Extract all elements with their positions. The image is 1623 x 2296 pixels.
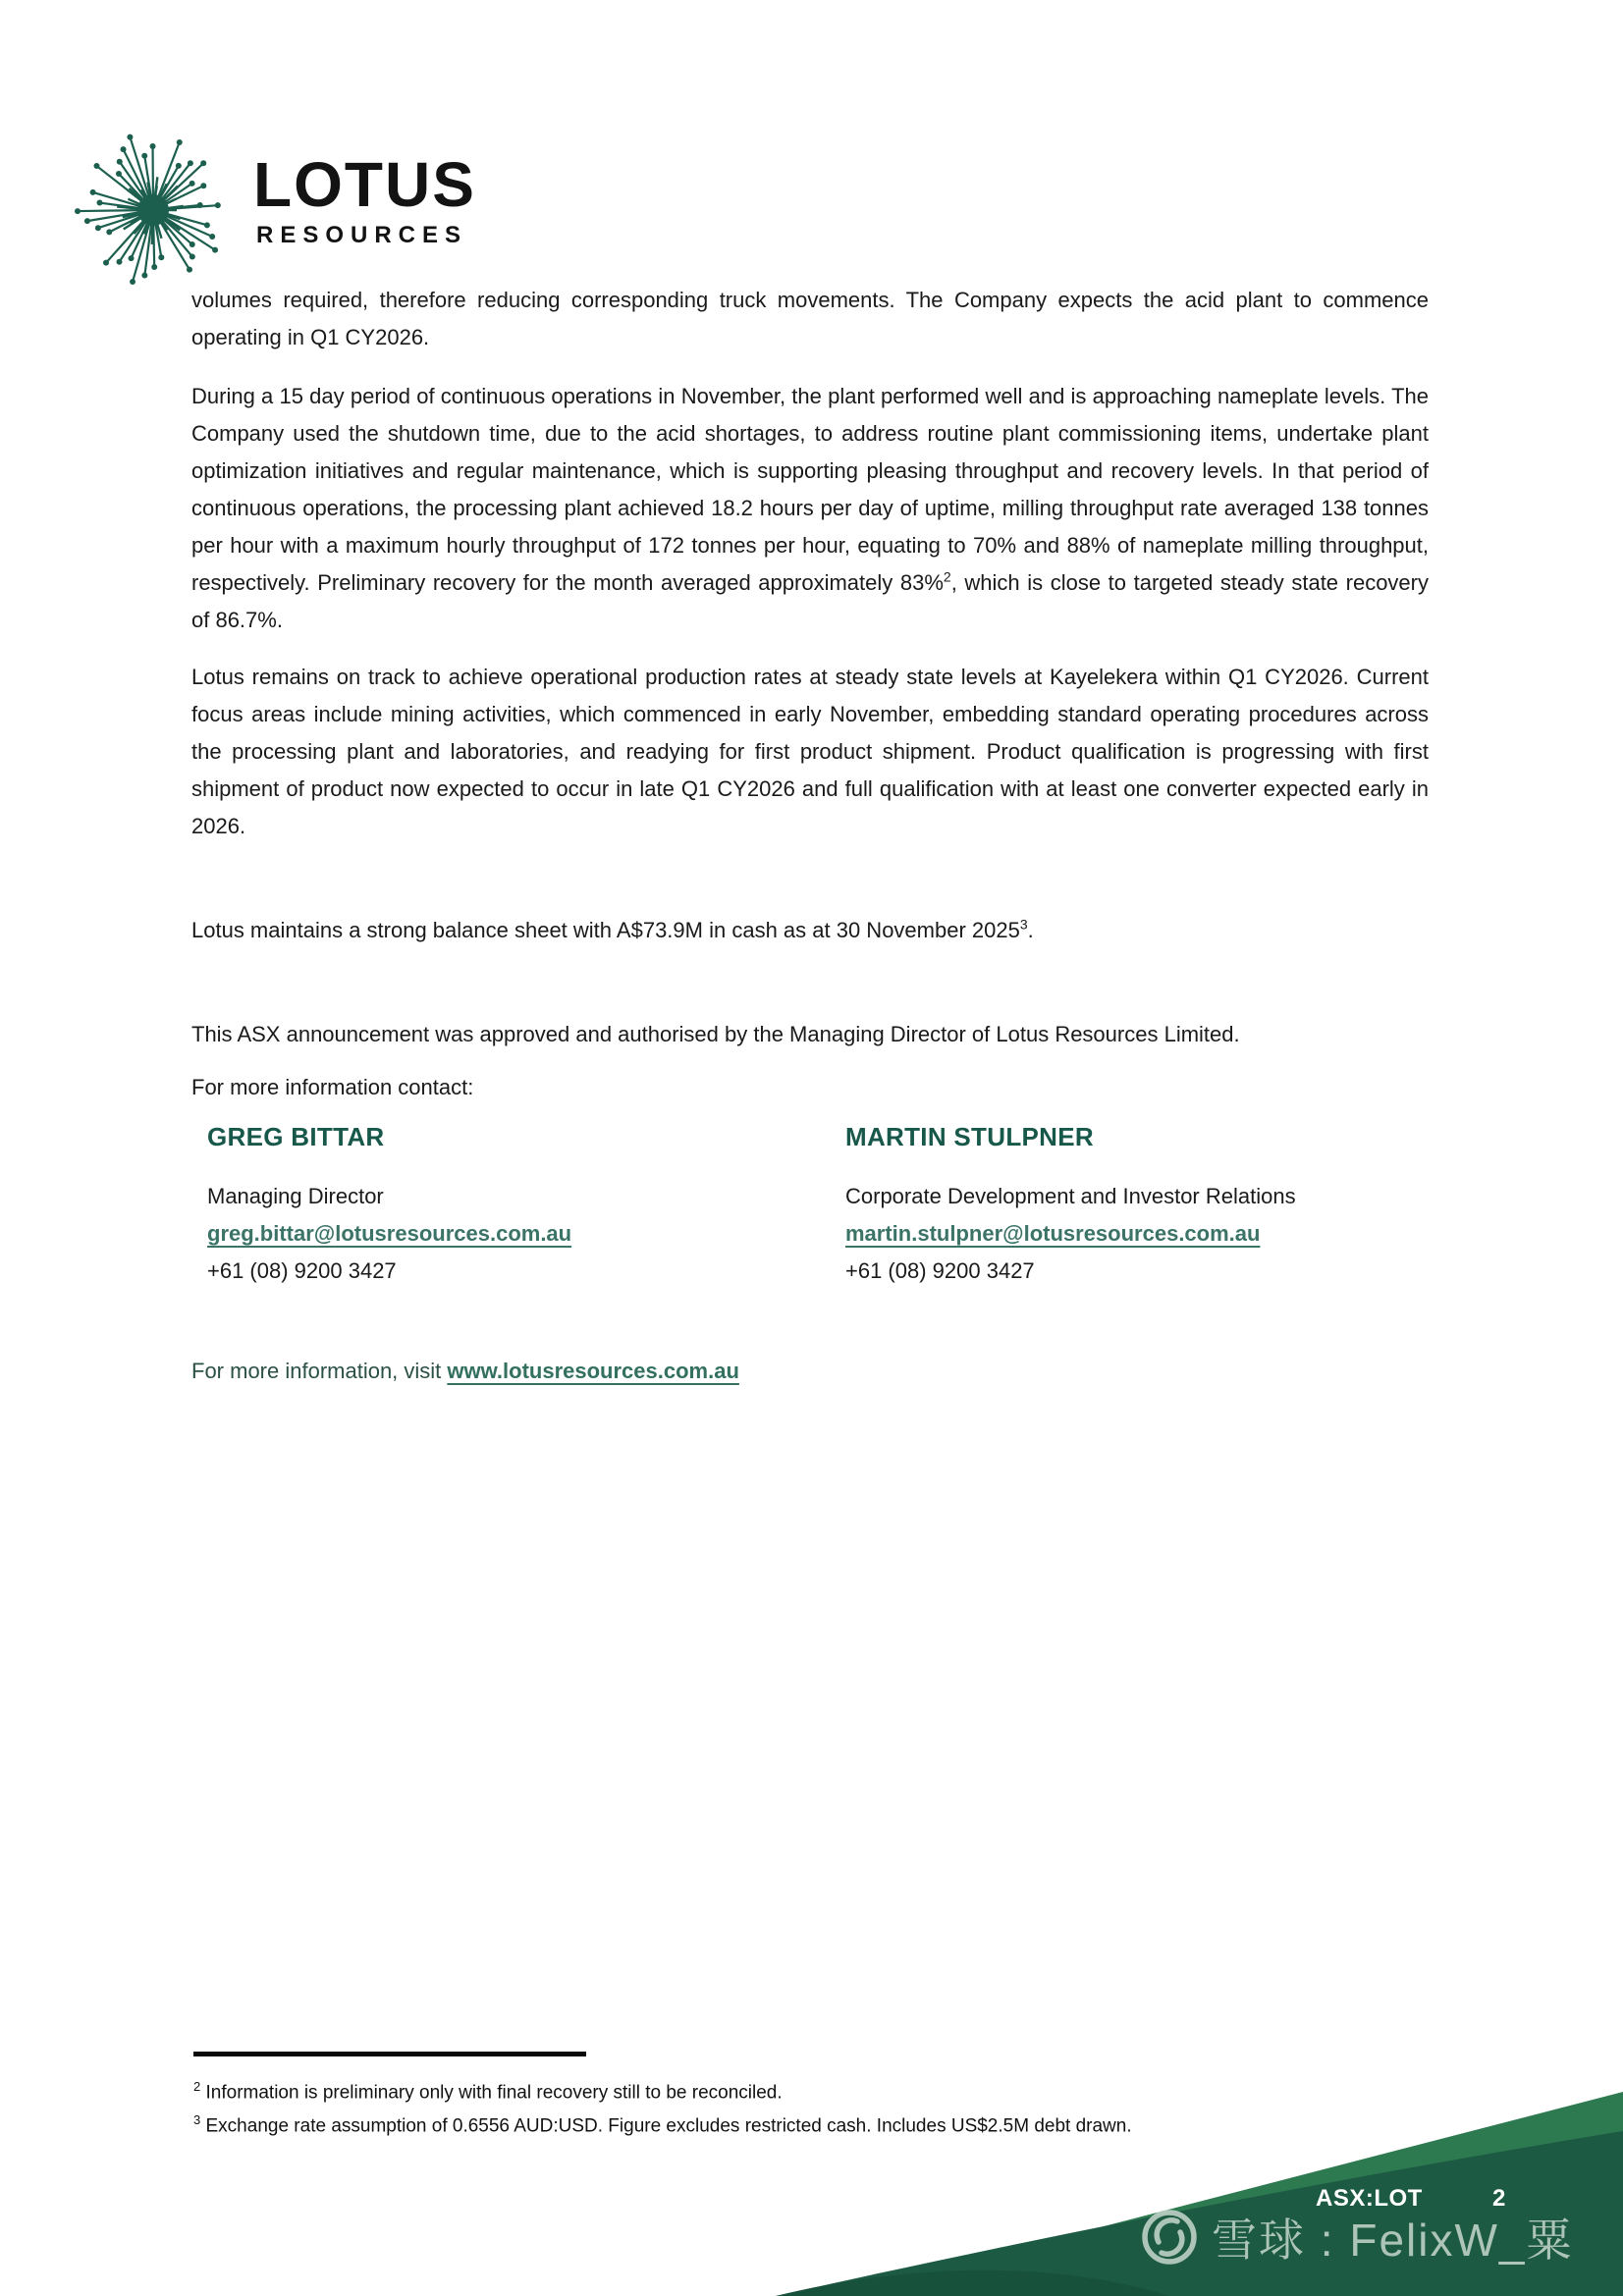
visit-prefix: For more information, visit bbox=[191, 1359, 448, 1383]
logo-wordmark: LOTUS bbox=[253, 149, 476, 220]
contact-intro bbox=[191, 1069, 1429, 1106]
footnote-marker: 2 bbox=[193, 2079, 201, 2094]
contact-card-greg-bittar bbox=[191, 1122, 830, 1290]
paragraph-text: During a 15 day period of continuous operations in November, the plant performed well and is approaching nameplate levels. The Company used the shutdown time, due to the acid shortages, to address routine plant commissioning items, undertake plant optimization initiatives and regular maintenance, which is supporting pleasing throughput and recovery levels. In that period of continuous operations, the processing plant achieved 18.2 hours per day of uptime, milling throughput rate averaged 138 tonnes per hour with a maximum hourly throughput of 172 tonnes per hour, equating to 70% and 88% of nameplate milling throughput, respectively. Preliminary recovery for the month averaged approximately 83% bbox=[191, 384, 1429, 595]
contact-role: Managing Director bbox=[207, 1184, 384, 1208]
logo-subtitle: RESOURCES bbox=[256, 222, 468, 248]
paragraph-approval bbox=[191, 1016, 1429, 1053]
footnote-ref-2: 2 bbox=[943, 568, 951, 585]
contact-card-martin-stulpner bbox=[830, 1122, 1468, 1290]
footnote-text: Information is preliminary only with final recovery still to be reconciled. bbox=[200, 2082, 783, 2104]
paragraph-text: , which is close to targeted steady state recovery of 86.7%. bbox=[191, 570, 1429, 632]
lotus-resources-logo bbox=[67, 116, 617, 293]
footnote-separator bbox=[193, 2052, 586, 2056]
footnote-ref-3: 3 bbox=[1019, 916, 1028, 933]
contact-phone: +61 (08) 9200 3427 bbox=[845, 1258, 1035, 1283]
paragraph-acid-plant bbox=[191, 282, 1429, 356]
paragraph-text: This ASX announcement was approved and authorised by the Managing Director of Lotus Resources Limited. bbox=[191, 1022, 1240, 1046]
paragraph-balance-sheet bbox=[191, 912, 1429, 949]
paragraph-plant-performance bbox=[191, 378, 1429, 639]
paragraph-text: For more information contact: bbox=[191, 1075, 474, 1099]
contact-phone: +61 (08) 9200 3427 bbox=[207, 1258, 397, 1283]
footnote-text: Exchange rate assumption of 0.6556 AUD:USD. Figure excludes restricted cash. Includes US$2.5M debt drawn. bbox=[200, 2115, 1132, 2137]
website-link[interactable]: www.lotusresources.com.au bbox=[447, 1359, 739, 1383]
contact-name: GREG BITTAR bbox=[207, 1122, 385, 1151]
paragraph-text: . bbox=[1027, 918, 1034, 942]
paragraph-text: Lotus remains on track to achieve operational production rates at steady state levels at Kayelekera within Q1 CY2026. Current focus areas include mining activities, which commenced in early November, embedding standard operating procedures across the processing plant and laboratories, and readying for first product shipment. Product qualification is progressing with first shipment of product now expected to occur in late Q1 CY2026 and full qualification with at least one converter expected early in 2026. bbox=[191, 665, 1429, 838]
footer-ticker: ASX:LOT bbox=[1316, 2185, 1423, 2212]
contacts-section bbox=[191, 1122, 1468, 1290]
email-link[interactable]: martin.stulpner@lotusresources.com.au bbox=[845, 1221, 1261, 1246]
contact-name: MARTIN STULPNER bbox=[845, 1122, 1094, 1151]
paragraph-text: Lotus maintains a strong balance sheet with A$73.9M in cash as at 30 November 2025 bbox=[191, 918, 1020, 942]
footer-page-number: 2 bbox=[1492, 2185, 1506, 2212]
xueqiu-watermark bbox=[1141, 2205, 1573, 2269]
contact-role: Corporate Development and Investor Relations bbox=[845, 1184, 1296, 1208]
watermark-text: 雪球 : FelixW_粟 bbox=[1212, 2215, 1574, 2266]
footnote-marker: 3 bbox=[193, 2112, 201, 2127]
paragraph-text: volumes required, therefore reducing corresponding truck movements. The Company expects the acid plant to commence operating in Q1 CY2026. bbox=[191, 288, 1429, 349]
starburst-icon bbox=[67, 124, 240, 296]
email-link[interactable]: greg.bittar@lotusresources.com.au bbox=[207, 1221, 572, 1246]
xueqiu-snowball-icon bbox=[1141, 2209, 1198, 2266]
paragraph-production-outlook bbox=[191, 659, 1429, 845]
visit-website-line bbox=[191, 1353, 739, 1390]
